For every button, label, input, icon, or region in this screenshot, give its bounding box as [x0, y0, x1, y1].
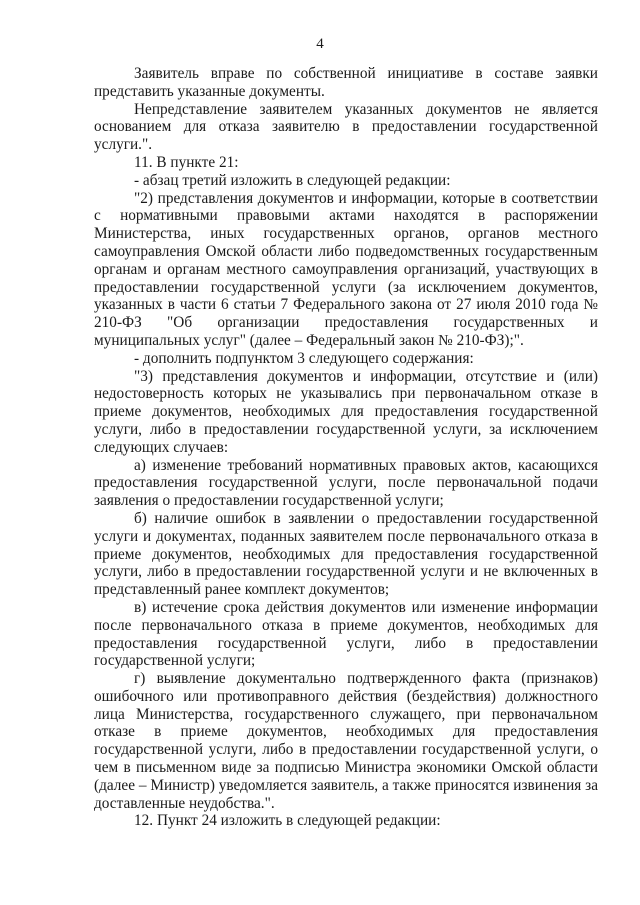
paragraph-item-12-heading: 12. Пункт 24 изложить в следующей редакции:	[134, 812, 441, 830]
paragraph-subitem-3: "3) представления документов и информации, отсутствие и (или) недостоверность которых не указывались при первоначальном отказе в приеме документов, необходимых для предоставления государственной услуги, либо в предоставлении государственной услуги, за исключением следующих случаев:	[94, 367, 598, 456]
paragraph-item-11-heading: 11. В пункте 21:	[134, 153, 239, 171]
paragraph-subitem-2: "2) представления документов и информации, которые в соответствии с нормативными правовыми актами находятся в распоряжении Министерства, иных государственных органов, органов местного самоуправления Омской области либо подведомственных государственным органам и органам местного самоуправления организаций, участвующих в предоставлении государственной услуги (за исключением документов, указанных в части 6 статьи 7 Федерального закона от 27 июля 2010 года № 210-ФЗ "Об организации предоставления государственных и муниципальных услуг" (далее – Федеральный закон № 210-ФЗ);".	[94, 189, 598, 349]
paragraph-case-b: б) наличие ошибок в заявлении о предоставлении государственной услуги и документах, поданных заявителем после первоначального отказа в приеме документов, необходимых для предоставления государственной услуги, либо в предоставлении государственной услуги и не включенных в представленный ранее комплект документов;	[94, 509, 598, 599]
paragraph-third-subparagraph: - абзац третий изложить в следующей редакции:	[134, 171, 451, 189]
paragraph-applicant-right: Заявитель вправе по собственной инициативе в составе заявки представить указанные документы.	[94, 65, 598, 100]
paragraph-case-a: а) изменение требований нормативных правовых актов, касающихся предоставления государственной услуги, после первоначальной подачи заявления о предоставлении государственной услуги;	[94, 456, 598, 510]
document-body	[94, 65, 598, 830]
paragraph-case-g: г) выявление документально подтвержденного факта (признаков) ошибочного или противоправного действия (бездействия) должностного лица Министерства, государственного служащего, при первоначальном отказе в приеме документов, необходимых для предоставления государственной услуги, либо в предоставлении государственной услуги, о чем в письменном виде за подписью Министра экономики Омской области (далее – Министр) уведомляется заявитель, а также приносятся извинения за доставленные неудобства.".	[94, 670, 598, 812]
paragraph-add-subitem-3: - дополнить подпунктом 3 следующего содержания:	[134, 349, 474, 367]
page-number: 4	[316, 36, 324, 52]
paragraph-non-submission: Непредставление заявителем указанных документов не является основанием для отказа заявителю в предоставлении государственной услуги.".	[94, 100, 598, 154]
paragraph-case-v: в) истечение срока действия документов или изменение информации после первоначального отказа в приеме документов, необходимых для предоставления государственной услуги, либо в предоставлении государственной услуги;	[94, 598, 598, 670]
